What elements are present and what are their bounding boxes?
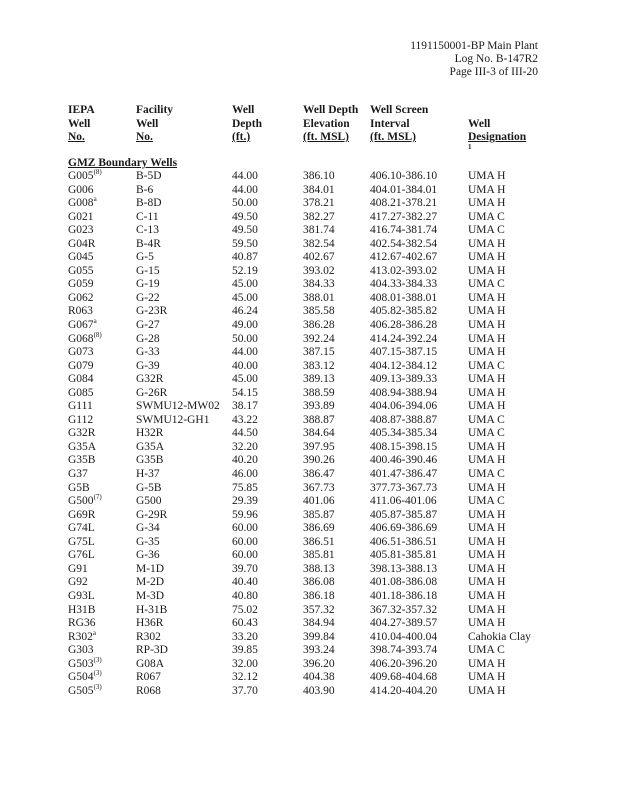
designation-cell: UMA H bbox=[468, 332, 506, 345]
depth-elevation-cell: 384.33 bbox=[303, 278, 335, 291]
table-row bbox=[68, 441, 548, 455]
screen-interval-cell: 404.27-389.57 bbox=[370, 617, 438, 630]
designation-cell: UMA H bbox=[468, 657, 506, 670]
well-depth-cell: 49.50 bbox=[232, 224, 258, 237]
iepa-well-no-cell: G04R bbox=[68, 237, 96, 250]
designation-cell: UMA H bbox=[468, 170, 506, 182]
footnote-marker: (8) bbox=[93, 330, 102, 339]
screen-interval-cell: 406.20-396.20 bbox=[370, 657, 438, 670]
iepa-well-no-cell: G74L bbox=[68, 522, 95, 535]
designation-cell: UMA H bbox=[468, 440, 506, 453]
depth-elevation-cell: 393.24 bbox=[303, 644, 335, 657]
well-depth-cell: 44.50 bbox=[232, 427, 258, 440]
table-row bbox=[68, 631, 548, 645]
well-depth-cell: 32.12 bbox=[232, 671, 258, 684]
designation-cell: UMA H bbox=[468, 305, 506, 318]
screen-interval-cell: 411.06-401.06 bbox=[370, 495, 437, 508]
depth-elevation-cell: 386.69 bbox=[303, 522, 335, 535]
screen-interval-cell: 406.69-386.69 bbox=[370, 522, 438, 535]
designation-cell: UMA H bbox=[468, 386, 506, 399]
depth-elevation-cell: 386.28 bbox=[303, 319, 335, 332]
iepa-well-no-cell: G045 bbox=[68, 251, 94, 264]
facility-well-no-cell: G-28 bbox=[136, 332, 160, 345]
screen-interval-cell: 400.46-390.46 bbox=[370, 454, 438, 467]
screen-interval-cell: 401.08-386.08 bbox=[370, 576, 438, 589]
table-row bbox=[68, 319, 548, 333]
designation-cell: Cahokia Clay bbox=[468, 630, 531, 643]
designation-cell: UMA C bbox=[468, 468, 505, 481]
depth-elevation-cell: 384.01 bbox=[303, 183, 335, 196]
iepa-well-no-cell: G059 bbox=[68, 278, 94, 291]
screen-interval-cell: 416.74-381.74 bbox=[370, 224, 438, 237]
well-depth-cell: 60.00 bbox=[232, 522, 258, 535]
designation-cell: UMA C bbox=[468, 359, 505, 372]
well-depth-cell: 32.00 bbox=[232, 657, 258, 670]
screen-interval-cell: 408.01-388.01 bbox=[370, 291, 438, 304]
designation-cell: UMA H bbox=[468, 684, 506, 697]
facility-well-no-cell: B-8D bbox=[136, 197, 162, 210]
table-row bbox=[68, 346, 548, 360]
screen-interval-cell: 405.82-385.82 bbox=[370, 305, 438, 318]
well-depth-cell: 50.00 bbox=[232, 197, 258, 210]
screen-interval-cell: 405.81-385.81 bbox=[370, 549, 438, 562]
iepa-well-no-cell: G079 bbox=[68, 359, 94, 372]
depth-elevation-cell: 384.94 bbox=[303, 617, 335, 630]
well-depth-cell: 60.00 bbox=[232, 549, 258, 562]
well-depth-cell: 40.80 bbox=[232, 589, 258, 602]
well-depth-cell: 40.87 bbox=[232, 251, 258, 264]
iepa-well-no-cell: G073 bbox=[68, 346, 94, 359]
iepa-well-no-cell: R302$^a$ bbox=[68, 628, 97, 643]
well-depth-cell: 44.00 bbox=[232, 346, 258, 359]
depth-elevation-cell: 384.64 bbox=[303, 427, 335, 440]
screen-interval-cell: 406.28-386.28 bbox=[370, 319, 438, 332]
designation-cell: UMA C bbox=[468, 644, 505, 657]
facility-well-no-cell: G08A bbox=[136, 657, 165, 670]
depth-elevation-cell: 396.20 bbox=[303, 657, 335, 670]
table-row bbox=[68, 536, 548, 550]
iepa-well-no-cell: G084 bbox=[68, 373, 94, 386]
facility-well-no-cell: R068 bbox=[136, 684, 161, 697]
depth-elevation-cell: 392.24 bbox=[303, 332, 335, 345]
footnote-marker: (3) bbox=[93, 655, 102, 664]
facility-well-no-cell: H-31B bbox=[136, 603, 168, 616]
table-row bbox=[68, 170, 548, 184]
table-row bbox=[68, 495, 548, 509]
iepa-well-no-cell: G76L bbox=[68, 549, 95, 562]
table-row bbox=[68, 184, 548, 198]
designation-cell: UMA H bbox=[468, 508, 506, 521]
designation-cell: UMA H bbox=[468, 589, 506, 602]
table-row bbox=[68, 644, 548, 658]
screen-interval-cell: 408.15-398.15 bbox=[370, 440, 438, 453]
table-row bbox=[68, 238, 548, 252]
designation-cell: UMA H bbox=[468, 237, 506, 250]
facility-well-no-cell: G-39 bbox=[136, 359, 160, 372]
iepa-well-no-cell: G91 bbox=[68, 562, 88, 575]
designation-cell: UMA H bbox=[468, 319, 506, 332]
designation-cell: UMA H bbox=[468, 346, 506, 359]
designation-cell: UMA H bbox=[468, 251, 506, 264]
facility-well-no-cell: G-19 bbox=[136, 278, 160, 291]
facility-well-no-cell: C-13 bbox=[136, 224, 159, 237]
screen-interval-cell: 407.15-387.15 bbox=[370, 346, 438, 359]
table-row bbox=[68, 427, 548, 441]
iepa-well-no-cell: G006 bbox=[68, 183, 94, 196]
depth-elevation-cell: 386.51 bbox=[303, 535, 335, 548]
iepa-well-no-cell: H31B bbox=[68, 603, 96, 616]
iepa-well-no-cell: G93L bbox=[68, 589, 95, 602]
well-depth-cell: 37.70 bbox=[232, 684, 258, 697]
table-row bbox=[68, 522, 548, 536]
screen-interval-cell: 409.13-389.33 bbox=[370, 373, 438, 386]
screen-interval-cell: 404.06-394.06 bbox=[370, 400, 438, 413]
depth-elevation-cell: 401.06 bbox=[303, 495, 335, 508]
designation-cell: UMA H bbox=[468, 549, 506, 562]
well-depth-cell: 60.00 bbox=[232, 535, 258, 548]
footnote-marker: (7) bbox=[93, 493, 102, 502]
well-depth-cell: 40.40 bbox=[232, 576, 258, 589]
iepa-well-no-cell: G111 bbox=[68, 400, 93, 413]
footnote-marker: (3) bbox=[93, 682, 102, 691]
screen-interval-cell: 398.74-393.74 bbox=[370, 644, 438, 657]
facility-well-no-cell: G500 bbox=[136, 495, 162, 508]
facility-well-no-cell: G-15 bbox=[136, 264, 160, 277]
footnote-marker: a bbox=[92, 628, 97, 637]
well-depth-cell: 75.85 bbox=[232, 481, 258, 494]
well-depth-cell: 75.02 bbox=[232, 603, 258, 616]
designation-cell: UMA H bbox=[468, 183, 506, 196]
depth-elevation-cell: 388.59 bbox=[303, 386, 335, 399]
depth-elevation-cell: 388.13 bbox=[303, 562, 335, 575]
depth-elevation-cell: 385.87 bbox=[303, 508, 335, 521]
designation-cell: UMA C bbox=[468, 413, 505, 426]
designation-cell: UMA H bbox=[468, 576, 506, 589]
screen-interval-cell: 414.24-392.24 bbox=[370, 332, 438, 345]
designation-cell: UMA C bbox=[468, 210, 505, 223]
screen-interval-cell: 412.67-402.67 bbox=[370, 251, 438, 264]
designation-cell: UMA H bbox=[468, 373, 506, 386]
wells-table-body bbox=[68, 170, 548, 698]
table-row bbox=[68, 211, 548, 225]
table-row bbox=[68, 671, 548, 685]
iepa-well-no-cell: G5B bbox=[68, 481, 90, 494]
well-depth-cell: 32.20 bbox=[232, 440, 258, 453]
iepa-well-no-cell: G35A bbox=[68, 440, 97, 453]
document-header bbox=[410, 40, 538, 79]
facility-well-no-cell: R302 bbox=[136, 630, 161, 643]
table-row bbox=[68, 414, 548, 428]
table-row bbox=[68, 373, 548, 387]
well-depth-cell: 46.00 bbox=[232, 468, 258, 481]
table-row bbox=[68, 604, 548, 618]
depth-elevation-cell: 393.89 bbox=[303, 400, 335, 413]
table-row bbox=[68, 482, 548, 496]
facility-well-no-cell: RP-3D bbox=[136, 644, 168, 657]
facility-well-no-cell: G-5 bbox=[136, 251, 154, 264]
depth-elevation-cell: 386.10 bbox=[303, 170, 335, 182]
facility-well-no-cell: B-4R bbox=[136, 237, 161, 250]
designation-cell: UMA H bbox=[468, 617, 506, 630]
table-row bbox=[68, 617, 548, 631]
screen-interval-cell: 367.32-357.32 bbox=[370, 603, 438, 616]
depth-elevation-cell: 381.74 bbox=[303, 224, 335, 237]
table-row bbox=[68, 333, 548, 347]
facility-well-no-cell: G-34 bbox=[136, 522, 160, 535]
column-well-depth-elevation: Well Depth Elevation (ft. MSL) bbox=[303, 104, 359, 143]
well-depth-cell: 43.22 bbox=[232, 413, 258, 426]
iepa-well-no-cell: G021 bbox=[68, 210, 94, 223]
well-depth-cell: 46.24 bbox=[232, 305, 258, 318]
designation-cell: UMA H bbox=[468, 603, 506, 616]
table-row bbox=[68, 265, 548, 279]
section-title: GMZ Boundary Wells bbox=[68, 157, 178, 169]
table-row bbox=[68, 360, 548, 374]
screen-interval-cell: 401.47-386.47 bbox=[370, 468, 438, 481]
facility-well-no-cell: G-22 bbox=[136, 291, 160, 304]
designation-cell: UMA C bbox=[468, 278, 505, 291]
designation-cell: UMA H bbox=[468, 522, 506, 535]
depth-elevation-cell: 389.13 bbox=[303, 373, 335, 386]
well-depth-cell: 38.17 bbox=[232, 400, 258, 413]
screen-interval-cell: 404.33-384.33 bbox=[370, 278, 438, 291]
screen-interval-cell: 406.51-386.51 bbox=[370, 535, 438, 548]
table-row bbox=[68, 292, 548, 306]
screen-interval-cell: 405.34-385.34 bbox=[370, 427, 438, 440]
iepa-well-no-cell: G92 bbox=[68, 576, 88, 589]
screen-interval-cell: 409.68-404.68 bbox=[370, 671, 438, 684]
depth-elevation-cell: 393.02 bbox=[303, 264, 335, 277]
table-row bbox=[68, 197, 548, 211]
table-row bbox=[68, 576, 548, 590]
facility-well-no-cell: G-26R bbox=[136, 386, 168, 399]
depth-elevation-cell: 399.84 bbox=[303, 630, 335, 643]
well-depth-cell: 60.43 bbox=[232, 617, 258, 630]
depth-elevation-cell: 386.18 bbox=[303, 589, 335, 602]
depth-elevation-cell: 388.01 bbox=[303, 291, 335, 304]
screen-interval-cell: 414.20-404.20 bbox=[370, 684, 438, 697]
screen-interval-cell: 410.04-400.04 bbox=[370, 630, 438, 643]
well-depth-cell: 59.96 bbox=[232, 508, 258, 521]
well-depth-cell: 40.00 bbox=[232, 359, 258, 372]
column-well-screen-interval: Well Screen Interval (ft. MSL) bbox=[370, 104, 429, 143]
well-depth-cell: 44.00 bbox=[232, 170, 258, 182]
designation-cell: UMA H bbox=[468, 454, 506, 467]
designation-cell: UMA C bbox=[468, 495, 505, 508]
column-headers bbox=[68, 104, 548, 151]
facility-well-no-cell: C-11 bbox=[136, 210, 159, 223]
footnote-marker: a bbox=[93, 195, 97, 204]
well-depth-cell: 45.00 bbox=[232, 291, 258, 304]
facility-well-no-cell: H36R bbox=[136, 617, 164, 630]
well-depth-cell: 40.20 bbox=[232, 454, 258, 467]
facility-well-no-cell: M-2D bbox=[136, 576, 165, 589]
screen-interval-cell: 413.02-393.02 bbox=[370, 264, 438, 277]
log-number: Log No. B-147R2 bbox=[454, 53, 538, 65]
footnote-marker: (8) bbox=[93, 168, 102, 177]
wells-table bbox=[68, 170, 548, 698]
footnote-marker: 1 bbox=[468, 142, 472, 151]
facility-well-no-cell: G-33 bbox=[136, 346, 160, 359]
depth-elevation-cell: 386.47 bbox=[303, 468, 335, 481]
well-depth-cell: 50.00 bbox=[232, 332, 258, 345]
facility-well-no-cell: SWMU12-MW02 bbox=[136, 400, 220, 413]
designation-cell: UMA H bbox=[468, 671, 506, 684]
well-depth-cell: 39.85 bbox=[232, 644, 258, 657]
iepa-well-no-cell: G503$^{(3)}$ bbox=[68, 655, 102, 670]
table-row bbox=[68, 563, 548, 577]
well-depth-cell: 39.70 bbox=[232, 562, 258, 575]
well-depth-cell: 49.50 bbox=[232, 210, 258, 223]
iepa-well-no-cell: G085 bbox=[68, 386, 94, 399]
designation-cell: UMA H bbox=[468, 264, 506, 277]
screen-interval-cell: 406.10-386.10 bbox=[370, 170, 438, 182]
iepa-well-no-cell: G75L bbox=[68, 535, 95, 548]
depth-elevation-cell: 385.81 bbox=[303, 549, 335, 562]
screen-interval-cell: 377.73-367.73 bbox=[370, 481, 438, 494]
iepa-well-no-cell: G500$^{(7)}$ bbox=[68, 493, 102, 508]
screen-interval-cell: 401.18-386.18 bbox=[370, 589, 438, 602]
facility-well-no-cell: R067 bbox=[136, 671, 161, 684]
column-well-designation: Well Designation $^1$ bbox=[468, 117, 527, 151]
table-row bbox=[68, 251, 548, 265]
well-depth-cell: 49.00 bbox=[232, 319, 258, 332]
facility-well-no-cell: M-1D bbox=[136, 562, 165, 575]
depth-elevation-cell: 397.95 bbox=[303, 440, 335, 453]
depth-elevation-cell: 390.26 bbox=[303, 454, 335, 467]
designation-cell: UMA H bbox=[468, 535, 506, 548]
footnote-marker: a bbox=[93, 317, 97, 326]
table-row bbox=[68, 590, 548, 604]
designation-cell: UMA H bbox=[468, 400, 506, 413]
table-row bbox=[68, 224, 548, 238]
table-row bbox=[68, 400, 548, 414]
facility-well-no-cell: G-29R bbox=[136, 508, 168, 521]
table-row bbox=[68, 454, 548, 468]
depth-elevation-cell: 404.38 bbox=[303, 671, 335, 684]
well-depth-cell: 52.19 bbox=[232, 264, 258, 277]
iepa-well-no-cell: G068$^{(8)}$ bbox=[68, 330, 102, 345]
depth-elevation-cell: 383.12 bbox=[303, 359, 335, 372]
table-row bbox=[68, 387, 548, 401]
depth-elevation-cell: 387.15 bbox=[303, 346, 335, 359]
iepa-well-no-cell: G35B bbox=[68, 454, 96, 467]
iepa-well-no-cell: G504$^{(3)}$ bbox=[68, 669, 102, 684]
iepa-well-no-cell: G055 bbox=[68, 264, 94, 277]
iepa-well-no-cell: G008$^a$ bbox=[68, 195, 97, 210]
facility-well-no-cell: M-3D bbox=[136, 589, 165, 602]
facility-well-no-cell: G-5B bbox=[136, 481, 162, 494]
screen-interval-cell: 404.12-384.12 bbox=[370, 359, 438, 372]
depth-elevation-cell: 402.67 bbox=[303, 251, 335, 264]
iepa-well-no-cell: G067$^a$ bbox=[68, 317, 97, 332]
iepa-well-no-cell: G005$^{(8)}$ bbox=[68, 168, 102, 182]
facility-well-no-cell: H-37 bbox=[136, 468, 160, 481]
page-number: Page III-3 of III-20 bbox=[449, 66, 538, 78]
facility-well-no-cell: G-23R bbox=[136, 305, 168, 318]
designation-cell: UMA H bbox=[468, 291, 506, 304]
facility-well-no-cell: G-36 bbox=[136, 549, 160, 562]
screen-interval-cell: 408.94-388.94 bbox=[370, 386, 438, 399]
table-row bbox=[68, 509, 548, 523]
table-row bbox=[68, 305, 548, 319]
iepa-well-no-cell: R063 bbox=[68, 305, 93, 318]
iepa-well-no-cell: RG36 bbox=[68, 617, 96, 630]
well-depth-cell: 44.00 bbox=[232, 183, 258, 196]
well-depth-cell: 54.15 bbox=[232, 386, 258, 399]
facility-well-no-cell: G32R bbox=[136, 373, 164, 386]
designation-cell: UMA C bbox=[468, 427, 505, 440]
facility-well-no-cell: G-35 bbox=[136, 535, 160, 548]
table-row bbox=[68, 549, 548, 563]
iepa-well-no-cell: G37 bbox=[68, 468, 88, 481]
facility-well-no-cell: B-5D bbox=[136, 170, 162, 182]
depth-elevation-cell: 385.58 bbox=[303, 305, 335, 318]
facility-well-no-cell: G35A bbox=[136, 440, 165, 453]
designation-cell: UMA C bbox=[468, 224, 505, 237]
screen-interval-cell: 417.27-382.27 bbox=[370, 210, 438, 223]
table-row bbox=[68, 468, 548, 482]
column-facility-well-no: Facility Well No. bbox=[136, 104, 174, 143]
facility-well-no-cell: G-27 bbox=[136, 319, 160, 332]
iepa-well-no-cell: G112 bbox=[68, 413, 94, 426]
depth-elevation-cell: 403.90 bbox=[303, 684, 335, 697]
well-depth-cell: 29.39 bbox=[232, 495, 258, 508]
table-row bbox=[68, 658, 548, 672]
iepa-well-no-cell: G062 bbox=[68, 291, 94, 304]
facility-well-no-cell: SWMU12-GH1 bbox=[136, 413, 210, 426]
footnote-marker: (3) bbox=[93, 669, 102, 678]
designation-cell: UMA H bbox=[468, 481, 506, 494]
facility-well-no-cell: G35B bbox=[136, 454, 164, 467]
designation-cell: UMA H bbox=[468, 197, 506, 210]
designation-cell: UMA H bbox=[468, 562, 506, 575]
depth-elevation-cell: 388.87 bbox=[303, 413, 335, 426]
well-depth-cell: 45.00 bbox=[232, 373, 258, 386]
screen-interval-cell: 402.54-382.54 bbox=[370, 237, 438, 250]
iepa-well-no-cell: G303 bbox=[68, 644, 94, 657]
screen-interval-cell: 405.87-385.87 bbox=[370, 508, 438, 521]
depth-elevation-cell: 357.32 bbox=[303, 603, 335, 616]
iepa-well-no-cell: G32R bbox=[68, 427, 96, 440]
iepa-well-no-cell: G69R bbox=[68, 508, 96, 521]
well-depth-cell: 59.50 bbox=[232, 237, 258, 250]
screen-interval-cell: 404.01-384.01 bbox=[370, 183, 438, 196]
depth-elevation-cell: 382.27 bbox=[303, 210, 335, 223]
screen-interval-cell: 408.21-378.21 bbox=[370, 197, 438, 210]
facility-well-no-cell: H32R bbox=[136, 427, 164, 440]
column-iepa-well-no: IEPA Well No. bbox=[68, 104, 95, 143]
table-row bbox=[68, 278, 548, 292]
depth-elevation-cell: 386.08 bbox=[303, 576, 335, 589]
column-well-depth: Well Depth (ft.) bbox=[232, 104, 263, 143]
depth-elevation-cell: 382.54 bbox=[303, 237, 335, 250]
depth-elevation-cell: 367.73 bbox=[303, 481, 335, 494]
screen-interval-cell: 408.87-388.87 bbox=[370, 413, 438, 426]
facility-well-no-cell: B-6 bbox=[136, 183, 154, 196]
project-id: 1191150001-BP Main Plant bbox=[410, 40, 538, 52]
screen-interval-cell: 398.13-388.13 bbox=[370, 562, 438, 575]
iepa-well-no-cell: G023 bbox=[68, 224, 94, 237]
well-depth-cell: 33.20 bbox=[232, 630, 258, 643]
table-row bbox=[68, 685, 548, 699]
iepa-well-no-cell: G505$^{(3)}$ bbox=[68, 682, 102, 697]
well-depth-cell: 45.00 bbox=[232, 278, 258, 291]
depth-elevation-cell: 378.21 bbox=[303, 197, 335, 210]
